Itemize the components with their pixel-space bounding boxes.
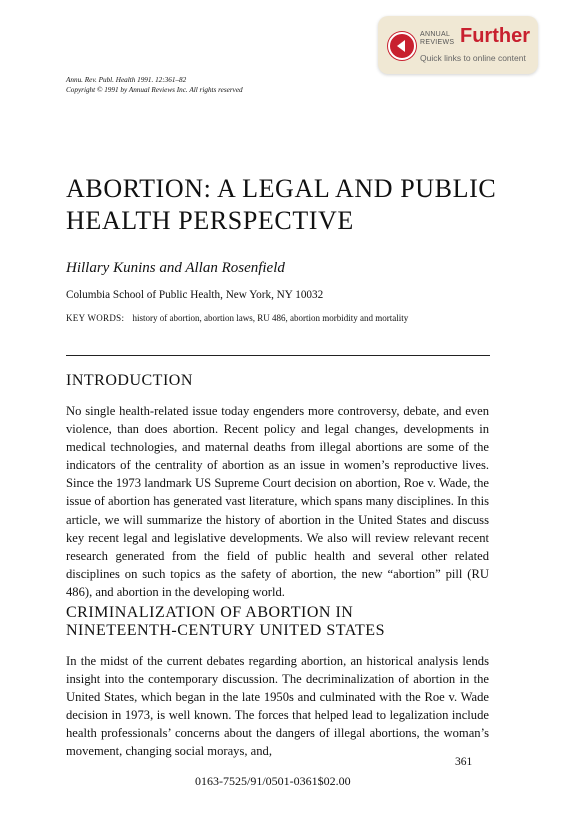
page-number: 361: [455, 756, 473, 768]
citation-line-1: Annu. Rev. Publ. Health 1991. 12:361–82: [66, 76, 187, 84]
criminalization-heading-line-2: NINETEENTH-CENTURY UNITED STATES: [66, 622, 385, 639]
title-line-1: ABORTION: A LEGAL AND PUBLIC: [66, 174, 497, 203]
journal-citation: [66, 75, 243, 95]
introduction-paragraph: No single health-related issue today engenders more controversy, debate, and even violence, than does abortion. Recent policy and legal changes, developments in medical technologies, and maternal deaths from illegal abortions are some of the indicators of the centrality of abortion as an issue in women’s reproductive lives. Since the 1973 landmark US Supreme Court decision on abortion, Roe v. Wade, the issue of abortion has generated vast literature, which spans many disciplines. In this article, we will summarize the history of abortion in the United States and discuss key recent legal and legislative developments. We also will review relevant recent research generated from the field of public health and several other related disciplines on such topics as the safety of abortion, the new “abortion” pill (RU 486), and abortion in the developing world.: [66, 404, 489, 599]
annual-reviews-further-badge[interactable]: [378, 16, 538, 74]
keywords-list: history of abortion, abortion laws, RU 486, abortion morbidity and mortality: [132, 313, 409, 323]
article-authors: Hillary Kunins and Allan Rosenfield: [66, 260, 285, 276]
keywords-label: KEY WORDS:: [66, 313, 125, 323]
badge-reviews-text: REVIEWS: [420, 39, 455, 46]
keywords-line: [66, 313, 408, 323]
article-title: [66, 173, 506, 237]
header-divider: [66, 355, 490, 356]
criminalization-heading-line-1: CRIMINALIZATION OF ABORTION IN: [66, 604, 354, 621]
citation-line-2: Copyright © 1991 by Annual Reviews Inc. All rights reserved: [66, 86, 243, 94]
badge-subtitle: Quick links to online content: [420, 53, 526, 63]
article-code: 0163-7525/91/0501-0361$02.00: [195, 774, 351, 788]
author-affiliation: Columbia School of Public Health, New York, NY 10032: [66, 289, 324, 301]
title-line-2: HEALTH PERSPECTIVE: [66, 206, 354, 235]
badge-annual-reviews-label: [420, 31, 454, 47]
criminalization-heading: [66, 604, 496, 640]
further-arrow-icon: [388, 32, 416, 60]
badge-annual-text: ANNUAL: [420, 31, 451, 38]
badge-further-label: Further: [460, 25, 530, 47]
introduction-heading: INTRODUCTION: [66, 372, 193, 389]
criminalization-paragraph: In the midst of the current debates regarding abortion, an historical analysis lends insight into the contemporary discussion. The decriminalization of abortion in the United States, which began in the late 1950s and culminated with the Roe v. Wade decision in 1973, is well known. The forces that helped lead to legalization include health professionals’ concerns about the dangers of illegal abortions, the woman’s movement, changing social morays, and,: [66, 654, 489, 759]
